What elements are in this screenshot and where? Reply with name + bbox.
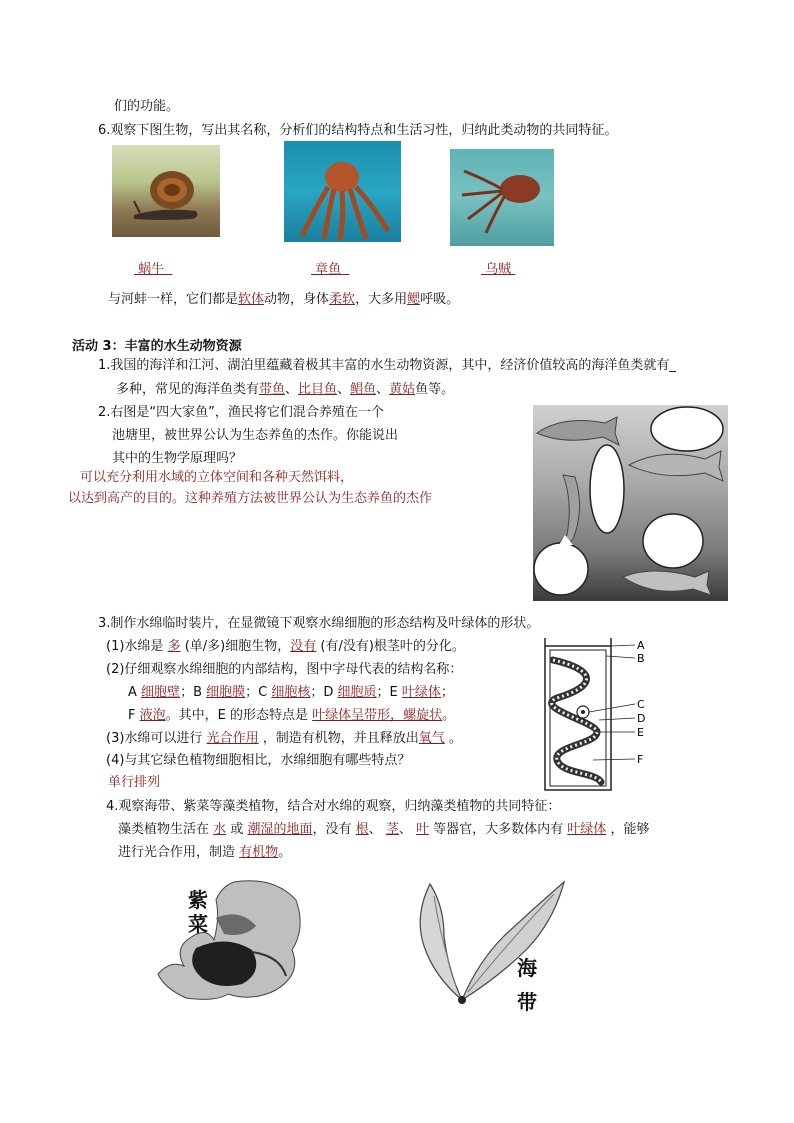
semicolon: ；: [440, 685, 454, 700]
sep: 、: [337, 382, 351, 397]
answer-3-part-4: 单行排列: [108, 775, 161, 790]
carp-illustration: [533, 405, 728, 601]
q4-text-1: 藻类植物生活在: [118, 822, 210, 837]
label-c: ；C: [245, 685, 268, 700]
answer-fish-4: 黄姑: [389, 382, 416, 397]
question-4-title: 4.观察海带、紫菜等藻类植物，结合对水绵的观察，归纳藻类植物的共同特征：: [106, 799, 561, 814]
answer-damp-ground: 潮湿的地面: [247, 822, 313, 837]
answer-mollusk: 软体: [238, 292, 265, 307]
answer-a: 细胞壁: [141, 685, 181, 700]
label-a: A: [128, 685, 137, 700]
question-3-part-4: (4)与其它绿色植物细胞相比，水绵细胞有哪些特点？: [106, 753, 411, 768]
sep: 、: [285, 382, 299, 397]
answer-stem: 茎: [385, 822, 399, 837]
q3-s1-mid: (单/多)细胞生物，: [184, 639, 291, 654]
answer-e-shape: 叶绿体呈带形，螺旋状: [312, 708, 443, 723]
question-2-line-3: 其中的生物学原理吗？: [112, 451, 243, 466]
caption-squid-text: 乌贼: [485, 262, 512, 277]
mollusk-summary: [108, 291, 459, 309]
diagram-label-e: E: [637, 726, 644, 739]
question-4-line-1: [118, 821, 649, 839]
answer-f: 液泡: [139, 708, 166, 723]
q1-text-end: 鱼等。: [415, 382, 455, 397]
diagram-label-a: A: [637, 639, 645, 652]
diagram-label-b: B: [637, 652, 645, 665]
summary-text-1: 与河蚌一样，它们都是: [108, 292, 239, 307]
answer-root: 根: [355, 822, 369, 837]
question-3-part-3: [106, 730, 462, 748]
q4-text-5: ，能够: [610, 822, 650, 837]
laver-label-1: 紫: [188, 888, 208, 912]
question-2-line-1: 2.右图是“四大家鱼”，渔民将它们混合养殖在一个: [98, 405, 384, 420]
summary-text-3: ，大多用: [355, 292, 408, 307]
question-3-part-1: [106, 638, 465, 656]
q3-s3-mid: ，制造有机物，并且释放出: [262, 731, 419, 746]
q4-text-4: 等器官，大多数体内有: [433, 822, 564, 837]
answer-oxygen: 氧气: [418, 731, 445, 746]
period: 。: [442, 708, 456, 723]
answer-e: 叶绿体: [401, 685, 441, 700]
caption-snail-text: 蜗牛: [138, 262, 165, 277]
answer-b: 细胞膜: [206, 685, 246, 700]
sep: 、: [376, 382, 390, 397]
snail-icon: [112, 145, 220, 237]
caption-snail: [134, 258, 172, 277]
label-d: ；D: [310, 685, 334, 700]
q3-s1-text: (1)水绵是: [106, 639, 164, 654]
answer-fish-2: 比目鱼: [298, 382, 338, 397]
answer-soft: 柔软: [329, 292, 356, 307]
answer-multicellular: 多: [167, 639, 181, 654]
label-e: ；E: [376, 685, 398, 700]
q3-s1-end: (有/没有)根茎叶的分化。: [320, 639, 465, 654]
squid-icon: [450, 149, 554, 246]
octopus-icon: [284, 141, 401, 242]
activity-3-title: 活动 3：丰富的水生动物资源: [72, 339, 242, 354]
diagram-label-d: D: [637, 712, 646, 725]
question-1-line-1: 1.我国的海洋和江河、湖泊里蕴藏着极其丰富的水生动物资源，其中，经济价值较高的海洋鱼类就有_: [98, 358, 676, 373]
q4-text-2: 或: [230, 822, 244, 837]
kelp-picture: [404, 876, 574, 1008]
question-6: 6.观察下图生物，写出其名称，分析们的结构特点和生活习性，归纳此类动物的共同特征。: [98, 123, 618, 138]
sep: 、: [398, 822, 412, 837]
question-2-line-2: 池塘里，被世界公认为生态养鱼的杰作。你能说出: [112, 428, 399, 443]
q4-text-6: 进行光合作用，制造: [118, 845, 236, 860]
caption-squid: [481, 258, 515, 277]
answer-fish-1: 带鱼: [259, 382, 286, 397]
answer-photosynthesis: 光合作用: [206, 731, 259, 746]
laver-picture: [156, 878, 306, 1004]
q4-text-3: ，没有: [312, 822, 352, 837]
diagram-label-f: F: [637, 753, 644, 766]
label-f: F: [128, 708, 136, 723]
caption-octopus: [311, 258, 349, 277]
period: 。: [448, 731, 462, 746]
answer-2-line-2: 以达到高产的目的。这种养殖方法被世界公认为生态养鱼的杰作: [68, 491, 433, 506]
e-shape-text: 。其中，E 的形态特点是: [165, 708, 308, 723]
question-3-structures-line-2: [128, 707, 455, 725]
answer-leaf: 叶: [415, 822, 429, 837]
answer-chloroplast: 叶绿体: [567, 822, 607, 837]
answer-2-line-1: 可以充分利用水域的立体空间和各种天然饵料，: [80, 470, 354, 485]
squid-photo: [450, 149, 554, 246]
text-line-functions: 们的功能。: [114, 99, 180, 114]
snail-photo: [112, 145, 220, 237]
caption-octopus-text: 章鱼: [315, 262, 342, 277]
diagram-label-c: C: [637, 698, 645, 711]
question-3-part-2: (2)仔细观察水绵细胞的内部结构，图中字母代表的结构名称：: [106, 662, 463, 677]
kelp-label-2: 带: [517, 990, 537, 1014]
answer-no-roots: 没有: [290, 639, 317, 654]
question-3-title: 3.制作水绵临时装片，在显微镜下观察水绵细胞的形态结构及叶绿体的形状。: [98, 616, 540, 631]
answer-gills: 鳃: [407, 292, 421, 307]
answer-organic-matter: 有机物: [239, 845, 279, 860]
q4-text-7: 。: [278, 845, 292, 860]
summary-text-2: 动物，身体: [264, 292, 330, 307]
laver-label-2: 菜: [188, 912, 208, 936]
kelp-label-1: 海: [517, 956, 537, 980]
answer-water: 水: [213, 822, 227, 837]
four-carp-picture: [533, 405, 728, 601]
answer-c: 细胞核: [271, 685, 311, 700]
q3-s3-text: (3)水绵可以进行: [106, 731, 203, 746]
spirogyra-cell-diagram: [537, 636, 657, 794]
answer-fish-3: 鲳鱼: [350, 382, 377, 397]
question-1-line-2: [116, 381, 454, 399]
q1-text: 多种，常见的海洋鱼类有: [116, 382, 260, 397]
question-3-structures-line-1: [128, 684, 454, 702]
answer-d: 细胞质: [337, 685, 377, 700]
octopus-photo: [284, 141, 401, 242]
sep: 、: [368, 822, 382, 837]
question-4-line-2: [118, 844, 291, 862]
label-b: ；B: [180, 685, 202, 700]
summary-text-4: 呼吸。: [420, 292, 460, 307]
